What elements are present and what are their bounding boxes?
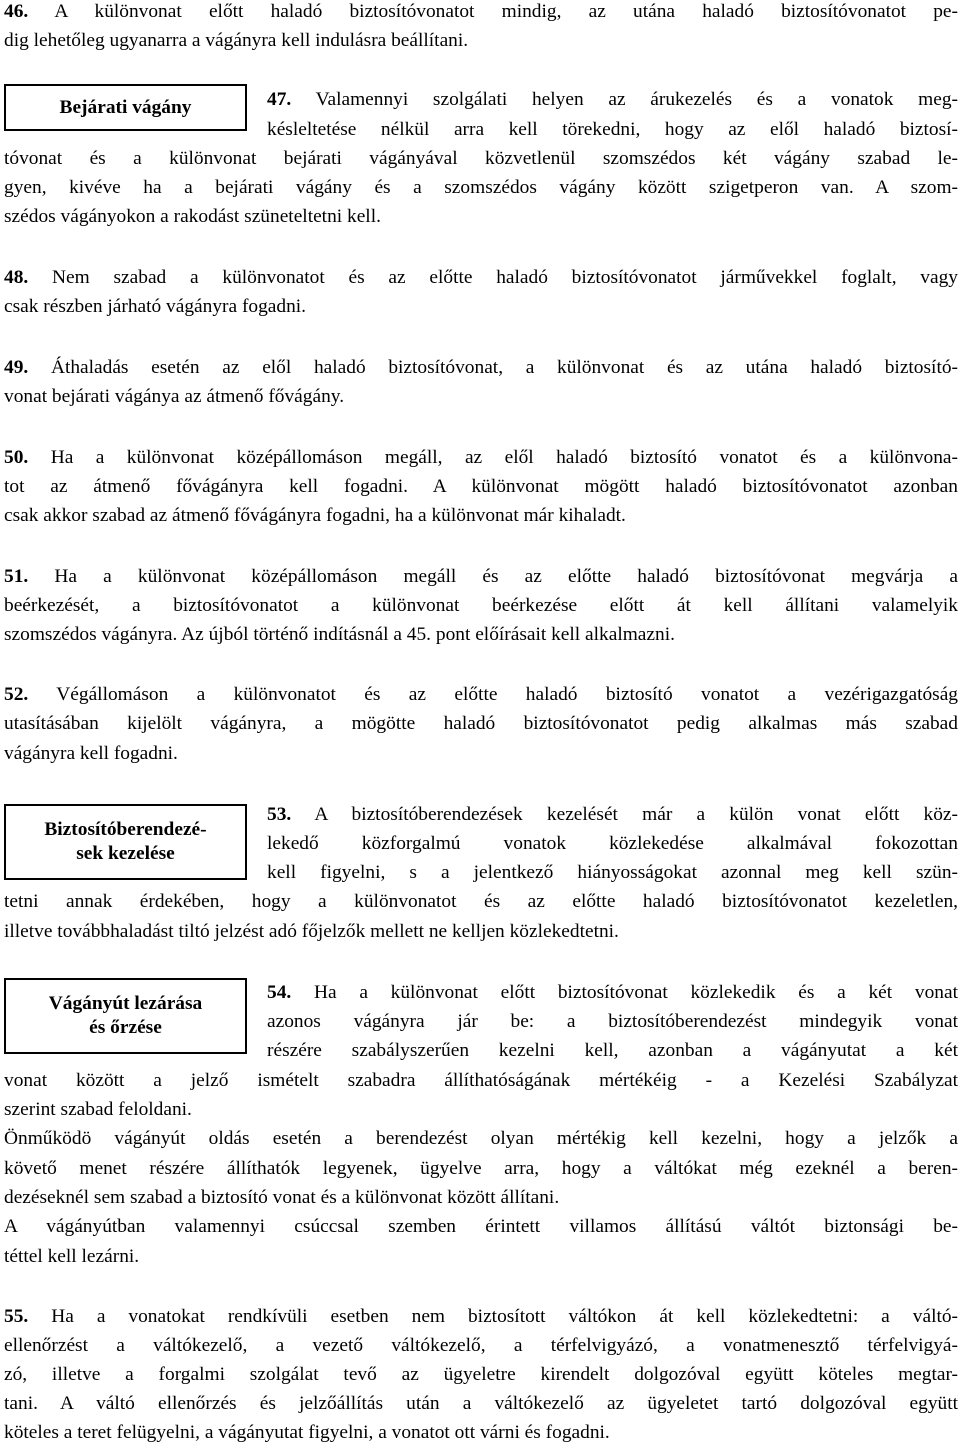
p55-line-1 <box>4 1305 958 1329</box>
p52-line-1 <box>4 683 958 707</box>
sidebar-box-vaganyut-line-1: Vágányút lezárása <box>48 993 203 1014</box>
p55-line-4: tani. A váltó ellenőrzés és jelzőállítás után a váltókezelő az ügyeletet tartó dolgozóval együtt <box>4 1393 958 1414</box>
sidebar-box-vaganyut-line-2: és őrzése <box>89 1017 162 1038</box>
p52-number: 52. <box>4 684 29 705</box>
p49-line-1 <box>4 356 958 380</box>
p51-text-1: Ha a különvonat középállomáson megáll és az előtte haladó biztosítóvonat megvárja a <box>54 566 958 587</box>
p47-text-1: Valamennyi szolgálati helyen az árukezelés és a vonatok meg- <box>315 89 958 110</box>
p47-line-4: gyen, kivéve ha a bejárati vágány és a szomszédos vágány között szigetperon van. A szom- <box>4 177 958 198</box>
p53-number: 53. <box>267 804 292 825</box>
p49-line-2: vonat bejárati vágánya az átmenő fővágány. <box>4 386 345 407</box>
p54-text-1: Ha a különvonat előtt biztosítóvonat közlekedik és a két vonat <box>313 982 958 1003</box>
sidebar-box-bejarati-vagany <box>4 84 247 131</box>
p54-number: 54. <box>267 982 292 1003</box>
p55-text-1: Ha a vonatokat rendkívüli esetben nem biztosított váltókon át kell közlekedtetni: a váltó- <box>51 1306 958 1327</box>
p46-number: 46. <box>4 1 29 22</box>
p51-number: 51. <box>4 566 29 587</box>
p46-line-1 <box>4 0 958 24</box>
p50-line-1 <box>4 446 958 470</box>
p51-line-3: szomszédos vágányra. Az újból történő indításnál a 45. pont előírásait kell alkalmazni. <box>4 624 675 645</box>
p53-line-4: tetni annak érdekében, hogy a különvonatot és az előtte haladó biztosítóvonatot kezeletlen, <box>4 891 958 912</box>
p52-line-2: utasításában kijelölt vágányra, a mögötte haladó biztosítóvonatot pedig alkalmas más szabad <box>4 713 958 734</box>
p54-line-3: részére szabályszerűen kezelni kell, azonban a vágányutat a két <box>267 1040 958 1061</box>
p50-line-2: tot az átmenő fővágányra kell fogadni. A különvonat mögött haladó biztosítóvonatot azonban <box>4 476 958 497</box>
p47-line-5: szédos vágányokon a rakodást szüneteltetni kell. <box>4 206 381 227</box>
p49-number: 49. <box>4 357 29 378</box>
p46-line-2: dig lehetőleg ugyanarra a vágányra kell indulásra beállítani. <box>4 30 469 51</box>
p47-line-3: tóvonat és a különvonat bejárati vágányával közvetlenül szomszédos két vágány szabad le- <box>4 148 958 169</box>
p53-line-3: kell figyelni, s a jelentkező hiányosságokat azonnal meg kell szün- <box>267 862 958 883</box>
p54-line-9: A vágányútban valamennyi csúccsal szemben érintett villamos állítású váltót biztonsági be- <box>4 1216 958 1237</box>
sidebar-box-biztosito-line-2: sek kezelése <box>76 843 175 864</box>
p54-line-5: szerint szabad feloldani. <box>4 1099 192 1120</box>
p50-number: 50. <box>4 447 29 468</box>
p54-line-6: Önműködö vágányút oldás esetén a berendezést olyan mértékig kell kezelni, hogy a jelzők a <box>4 1128 958 1149</box>
p47-line-1 <box>267 88 958 112</box>
p54-line-1 <box>267 981 958 1005</box>
p50-text-1: Ha a különvonat középállomáson megáll, az elől haladó biztosító vonatot és a különvona- <box>50 447 958 468</box>
p55-line-3: zó, illetve a forgalmi szolgálat tevő az ügyeletre kirendelt dolgozóval együtt köteles megtar- <box>4 1364 958 1385</box>
p53-line-1 <box>267 803 958 827</box>
p53-text-1: A biztosítóberendezések kezelését már a külön vonat előtt köz- <box>314 804 958 825</box>
p54-line-2: azonos vágányra jár be: a biztosítóberendezést mindegyik vonat <box>267 1011 958 1032</box>
p51-line-2: beérkezését, a biztosítóvonatot a különvonat beérkezése előtt át kell állítani valamelyik <box>4 595 958 616</box>
p54-line-7: követő menet részére állíthatók legyenek, ügyelve arra, hogy a váltókat még ezeknél a beren- <box>4 1158 958 1179</box>
p47-line-2: késleltetése nélkül arra kell törekedni, hogy az elől haladó biztosí- <box>267 119 958 140</box>
p53-line-5: illetve továbbhaladást tiltó jelzést adó főjelzők mellett ne kelljen közlekedtetni. <box>4 921 619 942</box>
p52-text-1: Végállomáson a különvonatot és az előtte haladó biztosító vonatot a vezérigazgatóság <box>56 684 958 705</box>
p46-text-1: A különvonat előtt haladó biztosítóvonatot mindig, az utána haladó biztosítóvonatot pe- <box>54 1 958 22</box>
p49-text-1: Áthaladás esetén az elől haladó biztosítóvonat, a különvonat és az utána haladó biztosító- <box>50 357 958 378</box>
p50-line-3: csak akkor szabad az átmenő fővágányra fogadni, ha a különvonat már kihaladt. <box>4 505 626 526</box>
sidebar-box-bejarati-label: Bejárati vágány <box>59 96 192 118</box>
p54-line-4: vonat között a jelző ismételt szabadra állíthatóságának mértékéig - a Kezelési Szabályzat <box>4 1070 958 1091</box>
p54-line-10: téttel kell lezárni. <box>4 1246 140 1267</box>
sidebar-box-biztosito-line-1: Biztosítóberendezé- <box>44 819 207 840</box>
p53-line-2: lekedő közforgalmú vonatok közlekedése alkalmával fokozottan <box>267 833 958 854</box>
p47-number: 47. <box>267 89 292 110</box>
p54-line-8: dezéseknél sem szabad a biztosító vonat és a különvonat között állítani. <box>4 1187 560 1208</box>
p55-number: 55. <box>4 1306 29 1327</box>
sidebar-box-biztositoberendezesek-kezelese <box>4 804 247 880</box>
p48-number: 48. <box>4 267 29 288</box>
p52-line-3: vágányra kell fogadni. <box>4 743 178 764</box>
p48-line-2: csak részben járható vágányra fogadni. <box>4 296 307 317</box>
p48-text-1: Nem szabad a különvonatot és az előtte haladó biztosítóvonatot járművekkel foglalt, vagy <box>52 267 958 288</box>
p51-line-1 <box>4 565 958 589</box>
p55-line-5: köteles a teret felügyelni, a vágányutat figyelni, a vonatot ott várni és fogadni. <box>4 1422 610 1443</box>
p55-line-2: ellenőrzést a váltókezelő, a vezető váltókezelő, a térfelvigyázó, a vonatmenesztő térfelvigyá- <box>4 1335 958 1356</box>
sidebar-box-vaganyut-lezarasa <box>4 978 247 1054</box>
p48-line-1 <box>4 266 958 290</box>
